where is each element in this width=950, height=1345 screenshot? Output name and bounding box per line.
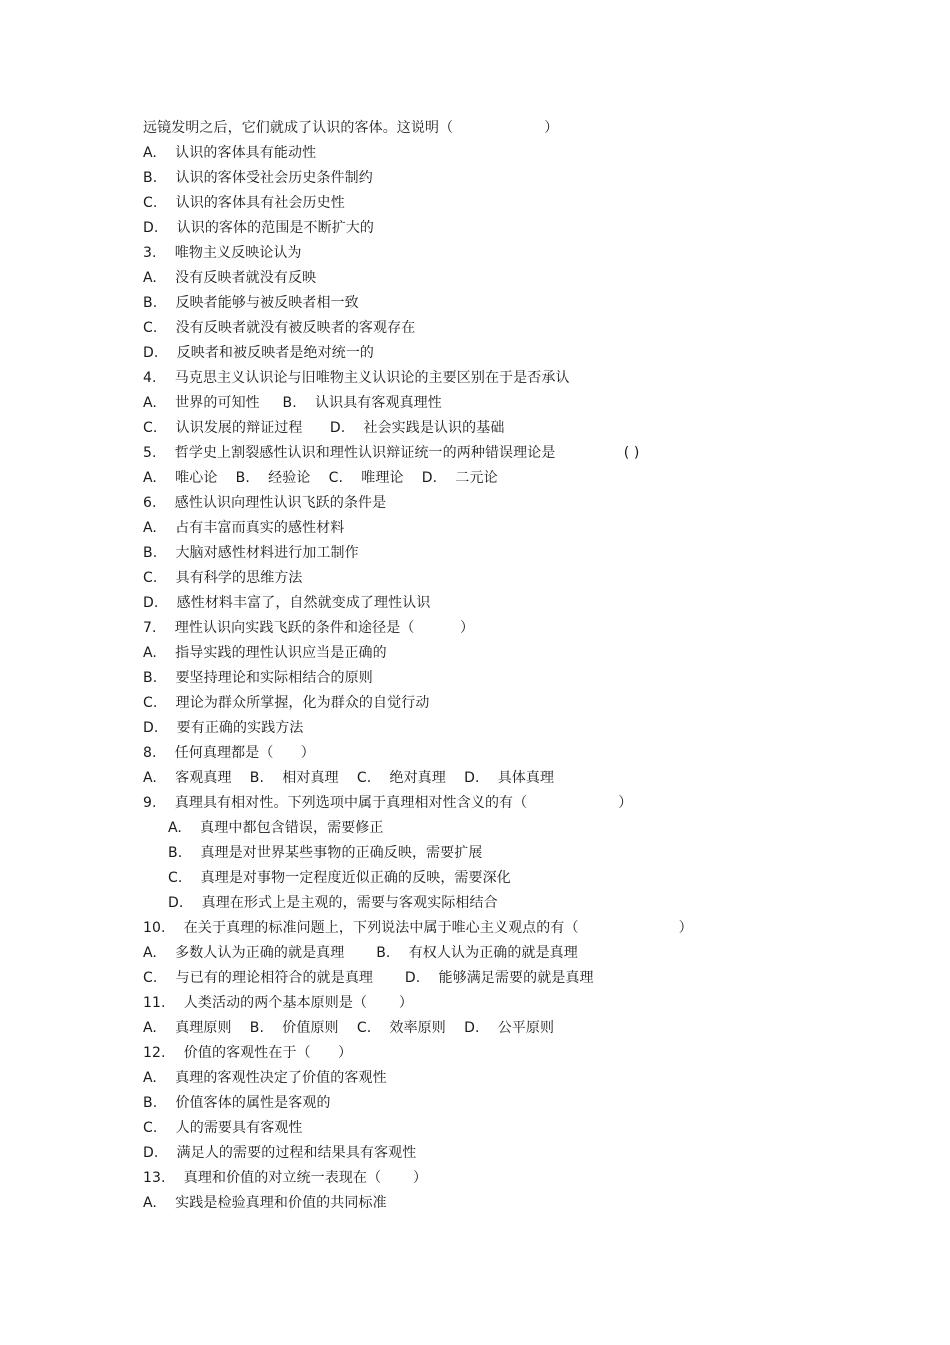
text-line: A. 实践是检验真理和价值的共同标准 <box>143 1195 387 1211</box>
text-line: D. 认识的客体的范围是不断扩大的 <box>143 220 375 236</box>
text-line: B. 大脑对感性材料进行加工制作 <box>143 545 359 561</box>
text-line: A. 真理的客观性决定了价值的客观性 <box>143 1070 387 1086</box>
text-line: A. 唯心论 B. 经验论 C. 唯理论 D. 二元论 <box>143 470 498 486</box>
text-line: 6. 感性认识向理性认识飞跃的条件是 <box>143 495 387 511</box>
text-line: 12. 价值的客观性在于（ ） <box>143 1045 353 1061</box>
text-line: C. 没有反映者就没有被反映者的客观存在 <box>143 320 416 336</box>
text-line: A. 占有丰富而真实的感性材料 <box>143 520 345 536</box>
text-line: A. 指导实践的理性认识应当是正确的 <box>143 645 387 661</box>
text-line: A. 世界的可知性 B. 认识具有客观真理性 <box>143 395 442 411</box>
text-line: B. 反映者能够与被反映者相一致 <box>143 295 359 311</box>
text-line: C. 理论为群众所掌握，化为群众的自觉行动 <box>143 695 430 711</box>
text-line: 11. 人类活动的两个基本原则是（ ） <box>143 995 414 1011</box>
text-line: 远镜发明之后，它们就成了认识的客体。这说明（ ） <box>143 120 559 136</box>
text-line: D. 满足人的需要的过程和结果具有客观性 <box>143 1145 417 1161</box>
text-line: B. 认识的客体受社会历史条件制约 <box>143 170 373 186</box>
text-line: C. 认识的客体具有社会历史性 <box>143 195 345 211</box>
text-line: A. 多数人认为正确的就是真理 B. 有权人认为正确的就是真理 <box>143 945 578 961</box>
text-line: 13. 真理和价值的对立统一表现在（ ） <box>143 1170 428 1186</box>
text-line: 7. 理性认识向实践飞跃的条件和途径是（ ） <box>143 620 475 636</box>
text-line: B. 真理是对世界某些事物的正确反映，需要扩展 <box>168 845 483 861</box>
text-line: A. 真理中都包含错误，需要修正 <box>168 820 384 836</box>
text-line: D. 反映者和被反映者是绝对统一的 <box>143 345 375 361</box>
text-line: C. 人的需要具有客观性 <box>143 1120 303 1136</box>
text-line: D. 要有正确的实践方法 <box>143 720 304 736</box>
text-line: 5. 哲学史上割裂感性认识和理性认识辩证统一的两种错误理论是 ( ) <box>143 445 640 461</box>
text-line: A. 客观真理 B. 相对真理 C. 绝对真理 D. 具体真理 <box>143 770 555 786</box>
text-line: B. 要坚持理论和实际相结合的原则 <box>143 670 373 686</box>
text-line: A. 真理原则 B. 价值原则 C. 效率原则 D. 公平原则 <box>143 1020 555 1036</box>
text-line: 9. 真理具有相对性。下列选项中属于真理相对性含义的有（ ） <box>143 795 633 811</box>
text-line: B. 价值客体的属性是客观的 <box>143 1095 331 1111</box>
text-line: C. 真理是对事物一定程度近似正确的反映，需要深化 <box>168 870 511 886</box>
text-line: D. 感性材料丰富了，自然就变成了理性认识 <box>143 595 431 611</box>
text-line: 4. 马克思主义认识论与旧唯物主义认识论的主要区别在于是否承认 <box>143 370 570 386</box>
text-line: 10. 在关于真理的标准问题上，下列说法中属于唯心主义观点的有（ ） <box>143 920 693 936</box>
text-line: 3. 唯物主义反映论认为 <box>143 245 302 261</box>
text-line: D. 真理在形式上是主观的，需要与客观实际相结合 <box>168 895 498 911</box>
text-line: C. 具有科学的思维方法 <box>143 570 303 586</box>
text-line: C. 与已有的理论相符合的就是真理 D. 能够满足需要的就是真理 <box>143 970 594 986</box>
text-line: C. 认识发展的辩证过程 D. 社会实践是认识的基础 <box>143 420 505 436</box>
text-line: 8. 任何真理都是（ ） <box>143 745 315 761</box>
text-line: A. 没有反映者就没有反映 <box>143 270 317 286</box>
text-line: A. 认识的客体具有能动性 <box>143 145 317 161</box>
